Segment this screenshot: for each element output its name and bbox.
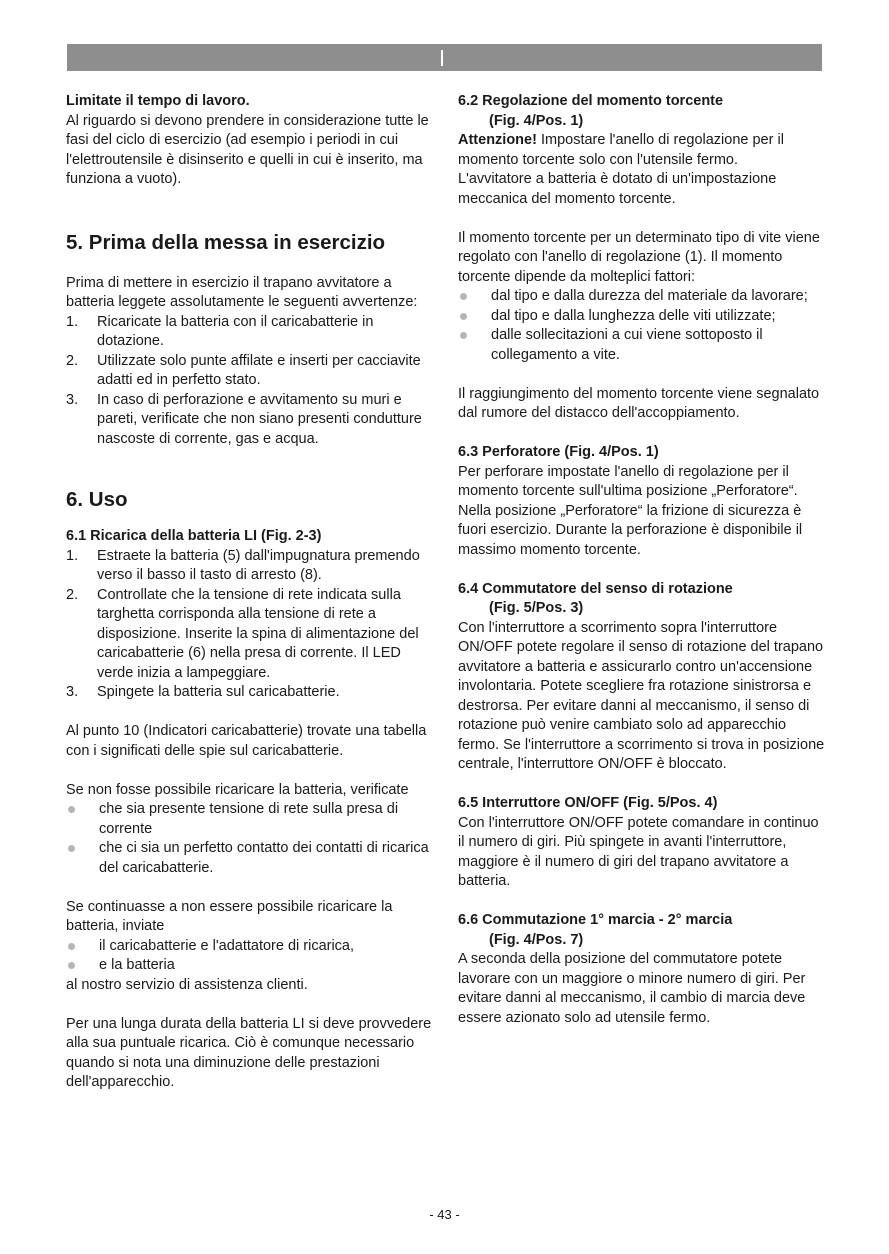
list-item: 2. Controllate che la tensione di rete indicata sulla targhetta corrisponda alla tensione di rete a disposizione. Inserite la spina di alimentazione del caricabatterie (6) nella presa di corrente. Il LED verde inizia a lampeggiare.	[66, 586, 419, 681]
subsection-6-2-fig: (Fig. 4/Pos. 1)	[489, 112, 584, 129]
list-item: dalle sollecitazioni a cui viene sottoposto il collegamento a vite.	[458, 326, 826, 365]
torque-list	[458, 287, 826, 365]
subsection-6-4-fig: (Fig. 5/Pos. 3)	[489, 600, 584, 616]
service-end: al nostro servizio di assistenza clienti.	[66, 976, 308, 993]
limit-title: Limitate il tempo di lavoro.	[66, 93, 250, 109]
subsection-6-6-text: A seconda della posizione del commutatore potete lavorare con un maggiore o minore numero di giri. Per evitare danni al meccanismo, il cambio di marcia deve essere azionato solo ad utensile fermo.	[458, 951, 806, 1026]
subsection-6-4-text: Con l'interruttore a scorrimento sopra l'interruttore ON/OFF potete regolare il senso di rotazione del trapano avvitatore a batteria e assicurarlo contro un'accensione involontaria. Potete scegliere fra rotazione sinistrorsa e destrorsa. Per evitare danni al meccanismo, il senso di rotazione può venire cambiato solo ad apparecchio fermo. Se l'interruttore a scorrimento si trova in posizione centrale, l'interruttore ON/OFF è bloccato.	[458, 619, 825, 772]
list-item: il caricabatterie e l'adattatore di ricarica,	[66, 937, 434, 957]
bullet-icon	[68, 845, 75, 852]
limit-text: Al riguardo si devono prendere in considerazione tutte le fasi del ciclo di esercizio (ad esempio i periodi in cui l'elettroutensile è disinserito e quelli in cui è inserito, ma funziona a vuoto).	[66, 112, 429, 187]
subsection-6-6-fig: (Fig. 4/Pos. 7)	[489, 931, 584, 948]
attention-label: Attenzione!	[458, 132, 537, 148]
section-6-title: 6. Uso	[66, 488, 128, 511]
list-item: 1. Ricaricate la batteria con il caricabatterie in dotazione.	[66, 313, 374, 349]
subsection-6-5-title: 6.5 Interruttore ON/OFF (Fig. 5/Pos. 4)	[458, 795, 718, 811]
section-5-list	[66, 313, 434, 450]
section-5-intro: Prima di mettere in esercizio il trapano avvitatore a batteria leggete assolutamente le seguenti avvertenze:	[66, 274, 418, 310]
list-item: 2. Utilizzate solo punte affilate e inserti per cacciavite adatti ed in perfetto stato.	[66, 352, 421, 388]
list-item: che sia presente tensione di rete sulla presa di corrente	[66, 800, 434, 839]
bullet-icon	[68, 943, 75, 950]
check-list	[66, 800, 434, 878]
list-item: che ci sia un perfetto contatto dei contatti di ricarica del caricabatterie.	[66, 839, 434, 878]
bullet-icon	[460, 293, 467, 300]
subsection-6-3-text: Per perforare impostate l'anello di regolazione per il momento torcente sull'ultima posizione „Perforatore“. Nella posizione „Perforatore“ la frizione di sicurezza è fuori esercizio. Durante la perforazione è disponibile il massimo momento torcente.	[458, 463, 803, 558]
bullet-icon	[68, 962, 75, 969]
subsection-6-5-text: Con l'interruttore ON/OFF potete comandare in continuo il numero di giri. Più spingete in avanti l'interruttore, maggiore è il numero di giri del trapano avvitatore a batteria.	[458, 814, 819, 889]
service-list	[66, 937, 434, 976]
mechanical-paragraph: L'avvitatore a batteria è dotato di un'impostazione meccanica del momento torcente.	[458, 171, 777, 207]
subsection-6-1-list	[66, 547, 434, 703]
subsection-6-4-title: 6.4 Commutatore del senso di rotazione	[458, 580, 733, 597]
list-item: dal tipo e dalla lunghezza delle viti utilizzate;	[458, 307, 826, 327]
list-item: 1. Estraete la batteria (5) dall'impugnatura premendo verso il basso il tasto di arresto (8).	[66, 547, 420, 583]
left-column	[66, 92, 434, 1093]
attention-text: Impostare l'anello di regolazione per il momento torcente solo con l'utensile fermo.	[458, 132, 784, 168]
subsection-6-3-title: 6.3 Perforatore (Fig. 4/Pos. 1)	[458, 444, 659, 460]
attention-paragraph	[458, 131, 826, 170]
list-item: 3. Spingete la batteria sul caricabatterie.	[66, 684, 340, 700]
section-5-title: 5. Prima della messa in esercizio	[66, 230, 386, 254]
torque-paragraph: Il momento torcente per un determinato tipo di vite viene regolato con l'anello di regolazione (1). Il momento torcente dipende da molteplici fattori:	[458, 229, 820, 285]
page-number: - 43 -	[429, 1207, 460, 1222]
header-bar	[67, 44, 822, 71]
header-divider	[441, 50, 443, 66]
duration-paragraph: Per una lunga durata della batteria LI si deve provvedere alla sua puntuale ricarica. Ciò è comunque necessario quando si nota una diminuzione delle prestazioni dell'apparecchio.	[66, 1015, 432, 1090]
bullet-icon	[460, 332, 467, 339]
subsection-6-2-title: 6.2 Regolazione del momento torcente	[458, 93, 724, 109]
bullet-icon	[68, 806, 75, 813]
list-item: 3. In caso di perforazione e avvitamento su muri e pareti, verificate che non siano presenti condutture nascoste di corrente, gas e acqua.	[66, 391, 422, 447]
bullet-icon	[460, 313, 467, 320]
indicators-paragraph: Al punto 10 (Indicatori caricabatterie) trovate una tabella con i significati delle spie sul caricabatterie.	[66, 723, 427, 759]
subsection-6-6-title: 6.6 Commutazione 1° marcia - 2° marcia	[458, 912, 733, 928]
right-column	[458, 92, 826, 1028]
service-intro: Se continuasse a non essere possibile ricaricare la batteria, inviate	[66, 898, 393, 934]
check-intro: Se non fosse possibile ricaricare la batteria, verificate	[66, 781, 409, 798]
list-item: e la batteria	[66, 956, 434, 976]
clutch-paragraph: Il raggiungimento del momento torcente viene segnalato dal rumore del distacco dell'accoppiamento.	[458, 385, 820, 421]
subsection-6-1-title: 6.1 Ricarica della batteria LI (Fig. 2-3)	[66, 528, 322, 544]
list-item: dal tipo e dalla durezza del materiale da lavorare;	[458, 287, 826, 307]
